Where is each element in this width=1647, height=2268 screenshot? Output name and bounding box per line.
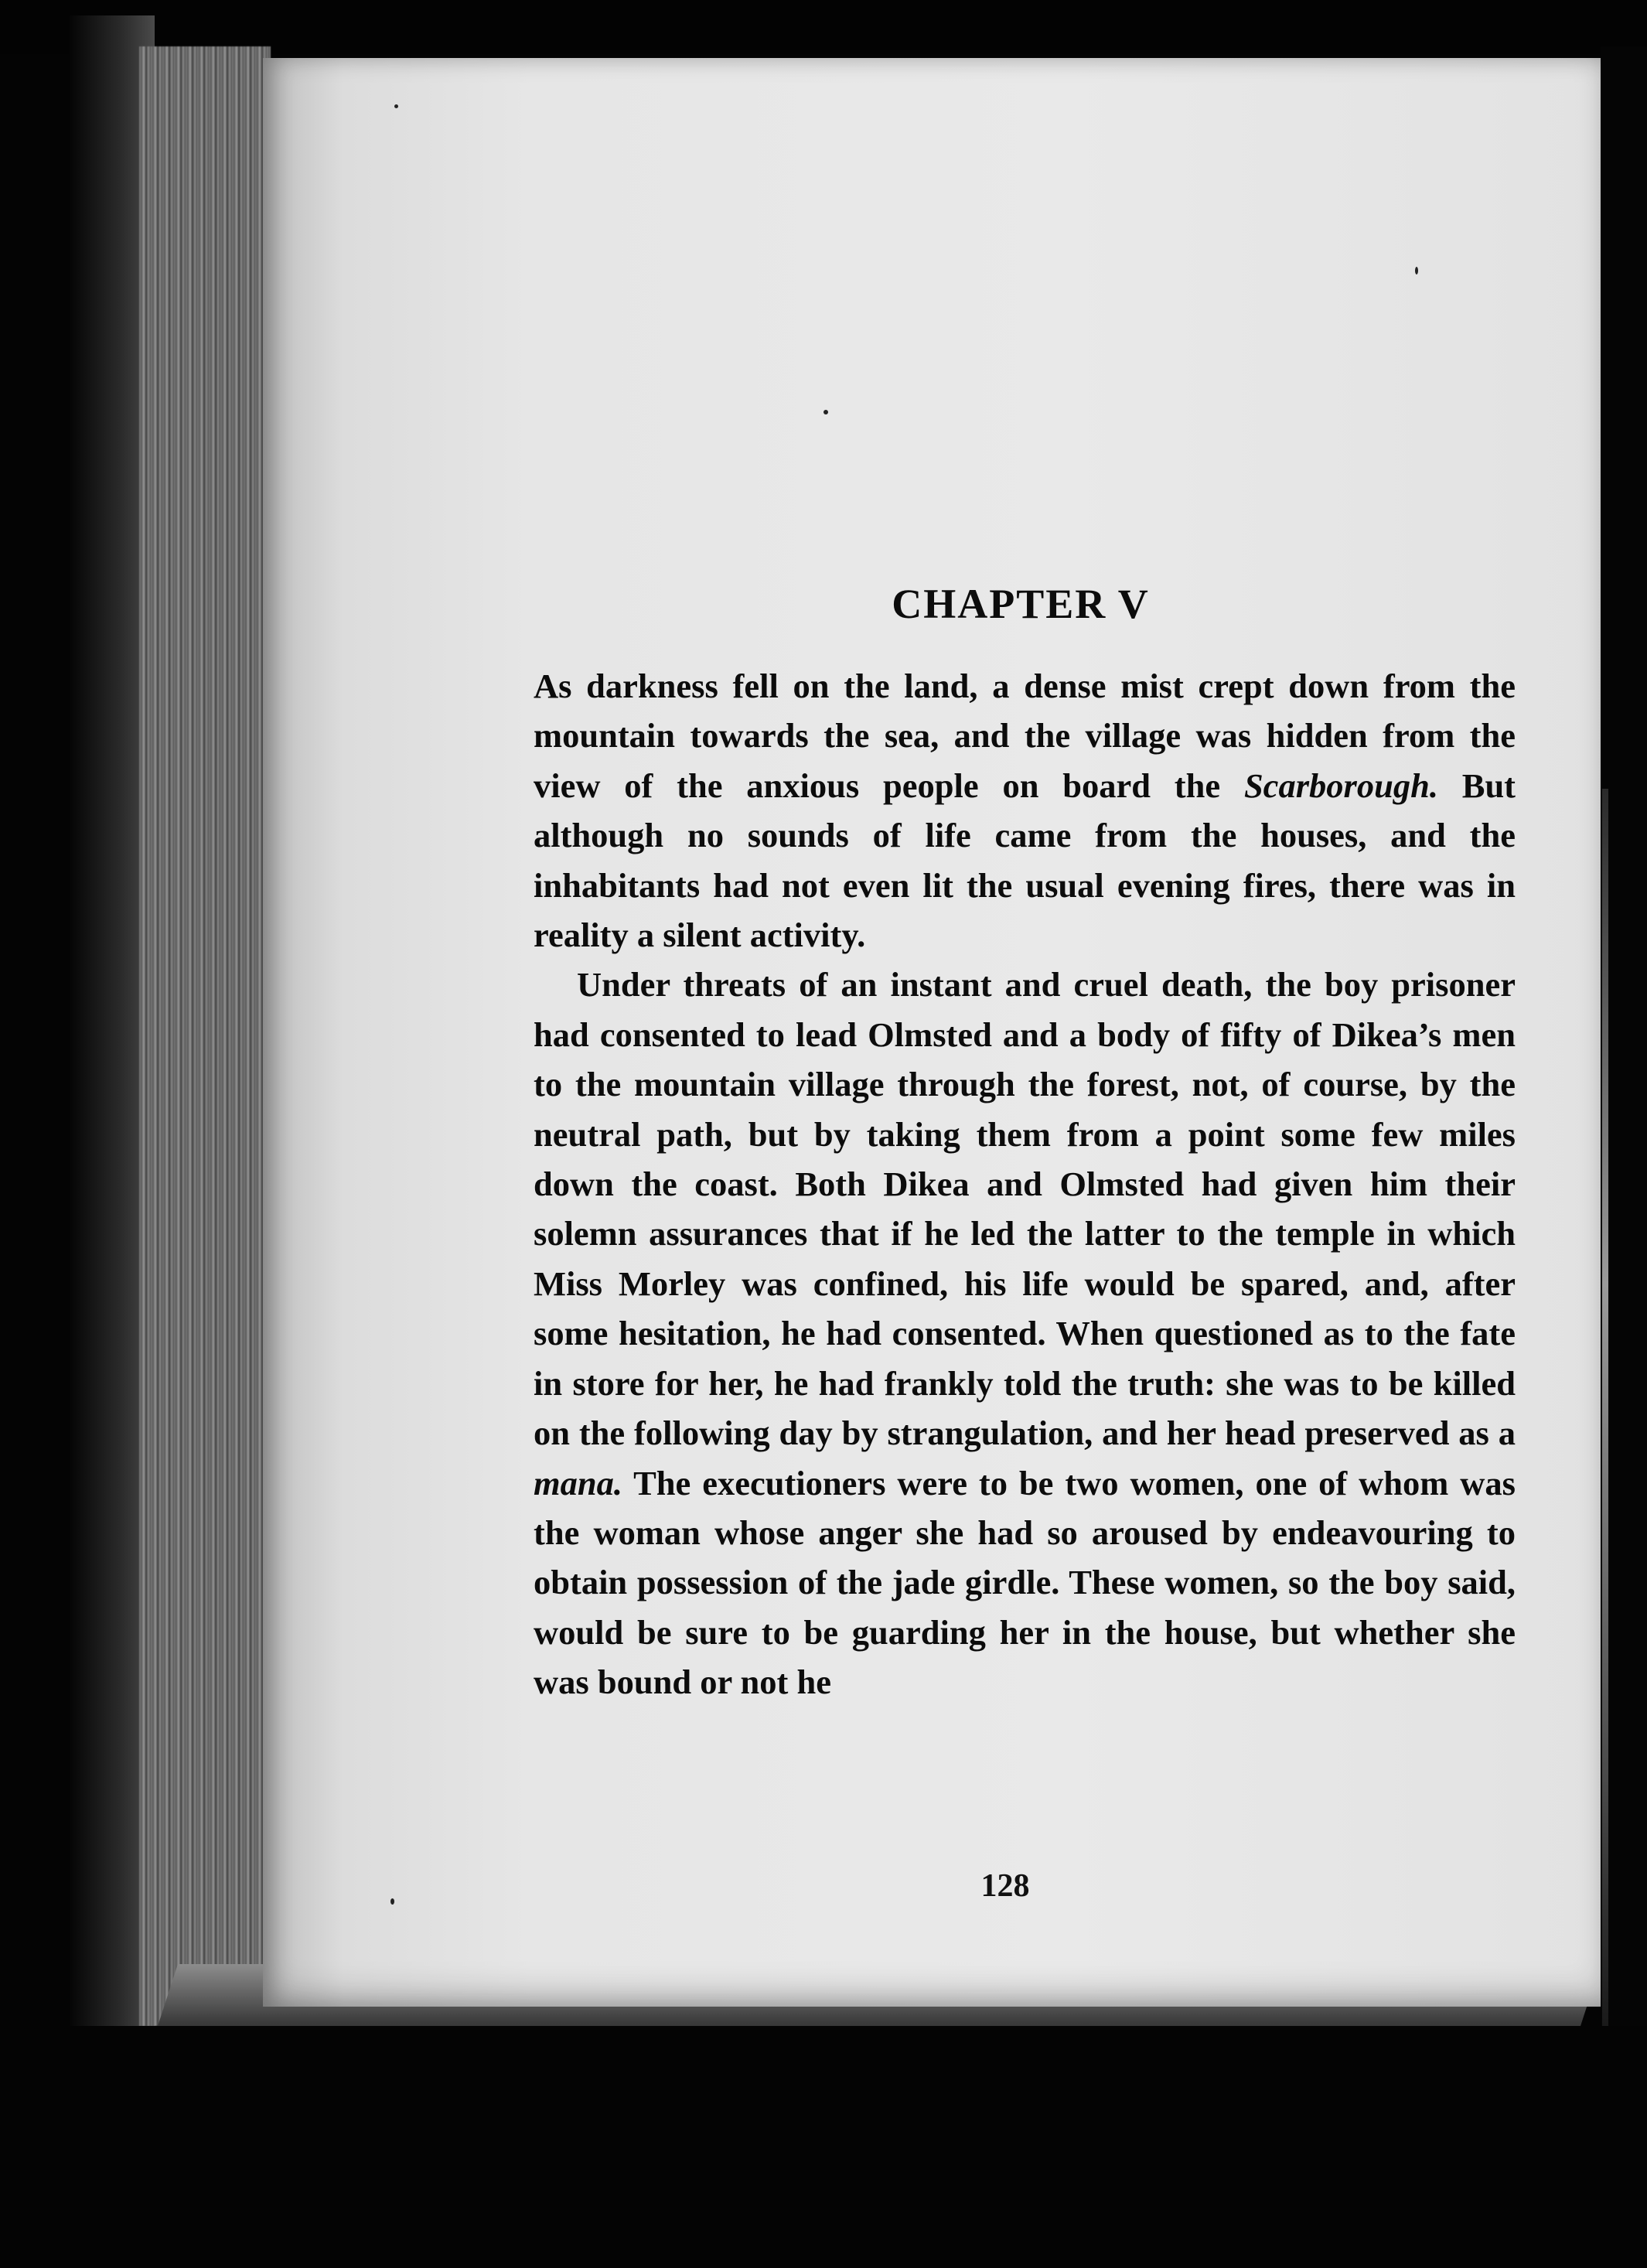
next-page-edge — [1602, 789, 1608, 2026]
paper-speck — [824, 410, 828, 414]
term-italic: mana. — [534, 1463, 622, 1502]
paragraph-2 — [534, 960, 1516, 1707]
ship-name-italic: Scarborough. — [1243, 766, 1438, 805]
text-run: The executioners were to be two women, one of whom was the woman whose anger she had so aroused by endeavouring to obtain possession of the jade girdle. These women, so the boy said, would be sure to be guarding her in the house, but whether she was bound or not he — [534, 1463, 1516, 1702]
book-page-edges — [139, 46, 271, 2026]
paper-speck — [1415, 267, 1418, 275]
text-run: Under threats of an instant and cruel death, the boy prisoner had consented to lead Olmsted and a body of fifty of Dikea’s men to the mountain village through the forest, not, of course, by the neutral path, but by taking them from a point some few miles down the coast. Both Dikea and Olmsted had given him their solemn assurances that if he led the latter to the temple in which Miss Morley was confined, his life would be spared, and, after some hesitation, he had consented. When questioned as to the fate in store for her, he had frankly told the truth: she was to be killed on the following day by strangulation, and her head preserved as a — [534, 965, 1516, 1453]
body-text — [534, 661, 1516, 1707]
text-run: As darkness fell on the land, a dense mist crept down from the mountain towards the sea, and the village was hidden from the view of the anxious people on board the — [534, 667, 1516, 805]
text-run: But although no sounds of life came from the houses, and the inhabitants had not even lit the usual evening fires, there was in reality a silent activity. — [534, 766, 1516, 955]
chapter-heading: CHAPTER V — [892, 581, 1150, 627]
paragraph-1 — [534, 661, 1516, 960]
scan-bottom-border — [0, 2026, 1647, 2268]
page-number: 128 — [980, 1868, 1030, 1904]
paper-speck — [394, 104, 398, 108]
paper-speck — [390, 1898, 394, 1905]
